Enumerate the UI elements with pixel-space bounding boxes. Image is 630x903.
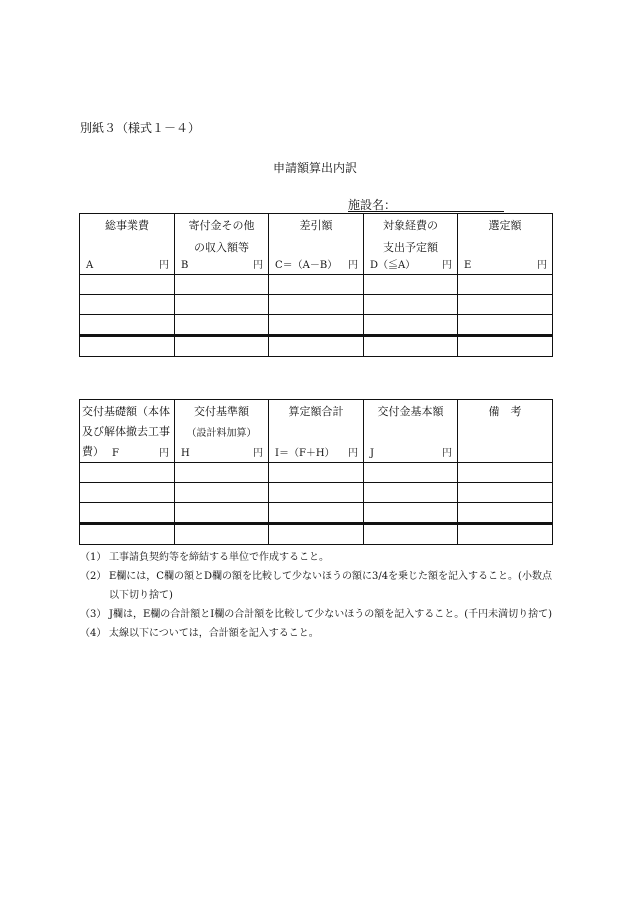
table1-header-e-caption: 選定額 bbox=[488, 219, 522, 232]
total-cell[interactable] bbox=[458, 336, 553, 357]
table1-header-c bbox=[269, 214, 364, 275]
total-cell[interactable] bbox=[458, 524, 553, 545]
table1-header-d-unit: 円 bbox=[442, 260, 452, 271]
table-cell[interactable] bbox=[364, 315, 458, 336]
table1-header-d-letter: D（≦A） bbox=[370, 260, 416, 271]
table-cell[interactable] bbox=[364, 483, 458, 503]
total-cell[interactable] bbox=[175, 336, 269, 357]
table2-header-j-caption: 交付金基本額 bbox=[377, 405, 444, 418]
note-item bbox=[80, 605, 560, 624]
total-cell[interactable] bbox=[364, 336, 458, 357]
table1-header-c-unit: 円 bbox=[348, 260, 358, 271]
table-cell[interactable] bbox=[175, 463, 269, 483]
table-cell[interactable] bbox=[458, 463, 553, 483]
table1-header-b-caption2: の収入額等 bbox=[194, 241, 249, 254]
table-cell[interactable] bbox=[80, 295, 175, 315]
total-cell[interactable] bbox=[175, 524, 269, 545]
calculation-table-1 bbox=[79, 213, 553, 357]
table-cell[interactable] bbox=[364, 503, 458, 524]
table1-header-b bbox=[175, 214, 269, 275]
table1-header-c-caption: 差引額 bbox=[299, 219, 333, 232]
table1-header-a-unit: 円 bbox=[159, 260, 169, 271]
table1-header-row bbox=[80, 214, 553, 275]
note-item bbox=[80, 624, 560, 643]
table-cell[interactable] bbox=[175, 503, 269, 524]
table-row bbox=[80, 295, 553, 315]
table2-header-h-caption2: （設計料加算） bbox=[186, 428, 257, 439]
table-cell[interactable] bbox=[175, 295, 269, 315]
table2-total-row bbox=[80, 524, 553, 545]
table2-header-row bbox=[80, 400, 553, 463]
table-cell[interactable] bbox=[80, 503, 175, 524]
table2-header-i-letter: I＝（F＋H） bbox=[275, 448, 335, 459]
form-number: 別紙３（様式１－４） bbox=[80, 121, 201, 135]
table-cell[interactable] bbox=[175, 483, 269, 503]
table-cell[interactable] bbox=[269, 503, 364, 524]
table-row bbox=[80, 275, 553, 295]
note-text: 太線以下については，合計額を記入すること。 bbox=[109, 628, 319, 639]
table2-header-f-unit: 円 bbox=[159, 448, 169, 459]
table-cell[interactable] bbox=[269, 463, 364, 483]
total-cell[interactable] bbox=[364, 524, 458, 545]
table1-header-a bbox=[80, 214, 175, 275]
table2-header-f-caption: 交付基礎額（本体及び解体撤去工事費） bbox=[82, 405, 170, 458]
table1-header-d bbox=[364, 214, 458, 275]
total-cell[interactable] bbox=[80, 524, 175, 545]
notes-section bbox=[80, 548, 560, 643]
table1-header-b-unit: 円 bbox=[253, 260, 263, 271]
table1-header-a-caption: 総事業費 bbox=[105, 219, 149, 232]
table1-header-d-caption2: 支出予定額 bbox=[383, 241, 438, 254]
table1-header-a-letter: A bbox=[86, 260, 94, 271]
table2-header-j-unit: 円 bbox=[442, 448, 452, 459]
table2-header-h bbox=[175, 400, 269, 463]
table-row bbox=[80, 315, 553, 336]
table2-header-f-letter: F bbox=[112, 448, 119, 459]
table2-header-i-unit: 円 bbox=[348, 448, 358, 459]
table-row bbox=[80, 503, 553, 524]
table1-total-row bbox=[80, 336, 553, 357]
table-cell[interactable] bbox=[269, 315, 364, 336]
table-cell[interactable] bbox=[458, 295, 553, 315]
note-text: E欄には，C欄の額とD欄の額を比較して少ないほうの額に3/4を乗じた額を記入すること。(小数点以下切り捨て) bbox=[109, 571, 552, 601]
table-cell[interactable] bbox=[175, 275, 269, 295]
table-cell[interactable] bbox=[364, 275, 458, 295]
table2-header-i-caption: 算定額合計 bbox=[288, 405, 344, 418]
table1-header-e bbox=[458, 214, 553, 275]
note-item bbox=[80, 567, 560, 605]
total-cell[interactable] bbox=[80, 336, 175, 357]
table1-header-d-caption: 対象経費の bbox=[383, 219, 438, 232]
table-cell[interactable] bbox=[269, 295, 364, 315]
table-cell[interactable] bbox=[458, 315, 553, 336]
table-cell[interactable] bbox=[364, 295, 458, 315]
table2-header-j bbox=[364, 400, 458, 463]
table-cell[interactable] bbox=[458, 503, 553, 524]
table-cell[interactable] bbox=[458, 275, 553, 295]
table1-header-b-caption: 寄付金その他 bbox=[188, 219, 255, 232]
table-cell[interactable] bbox=[80, 463, 175, 483]
table-cell[interactable] bbox=[80, 483, 175, 503]
facility-name-underline bbox=[348, 211, 504, 212]
total-cell[interactable] bbox=[269, 524, 364, 545]
table2-header-j-letter: J bbox=[370, 448, 375, 459]
table-row bbox=[80, 463, 553, 483]
table-cell[interactable] bbox=[80, 315, 175, 336]
table1-header-e-letter: E bbox=[464, 260, 472, 271]
facility-name-label: 施設名： bbox=[348, 198, 397, 212]
table-cell[interactable] bbox=[269, 275, 364, 295]
note-text: J欄は，E欄の合計額とI欄の合計額を比較して少ないほうの額を記入すること。(千円未満切り捨て) bbox=[109, 609, 553, 620]
table2-header-h-letter: H bbox=[181, 448, 190, 459]
note-item bbox=[80, 548, 560, 567]
table-cell[interactable] bbox=[458, 483, 553, 503]
table1-header-c-letter: C＝（A－B） bbox=[275, 260, 338, 271]
calculation-table-2 bbox=[79, 399, 553, 545]
table1-header-b-letter: B bbox=[181, 260, 189, 271]
table2-header-remarks-caption: 備 考 bbox=[488, 405, 522, 418]
table-cell[interactable] bbox=[175, 315, 269, 336]
table2-header-h-caption: 交付基準額 bbox=[194, 405, 249, 418]
note-number: （2） bbox=[80, 571, 107, 582]
total-cell[interactable] bbox=[269, 336, 364, 357]
note-number: （3） bbox=[80, 609, 107, 620]
table2-header-remarks bbox=[458, 400, 553, 463]
table2-header-i bbox=[269, 400, 364, 463]
table2-header-h-unit: 円 bbox=[253, 448, 263, 459]
note-number: （4） bbox=[80, 628, 107, 639]
table-cell[interactable] bbox=[80, 275, 175, 295]
table-row bbox=[80, 483, 553, 503]
table2-header-f bbox=[80, 400, 175, 463]
table1-header-e-unit: 円 bbox=[537, 260, 547, 271]
table-cell[interactable] bbox=[364, 463, 458, 483]
note-text: 工事請負契約等を締結する単位で作成すること。 bbox=[109, 552, 329, 563]
note-number: （1） bbox=[80, 552, 107, 563]
document-title: 申請額算出内訳 bbox=[272, 161, 357, 175]
table-cell[interactable] bbox=[269, 483, 364, 503]
